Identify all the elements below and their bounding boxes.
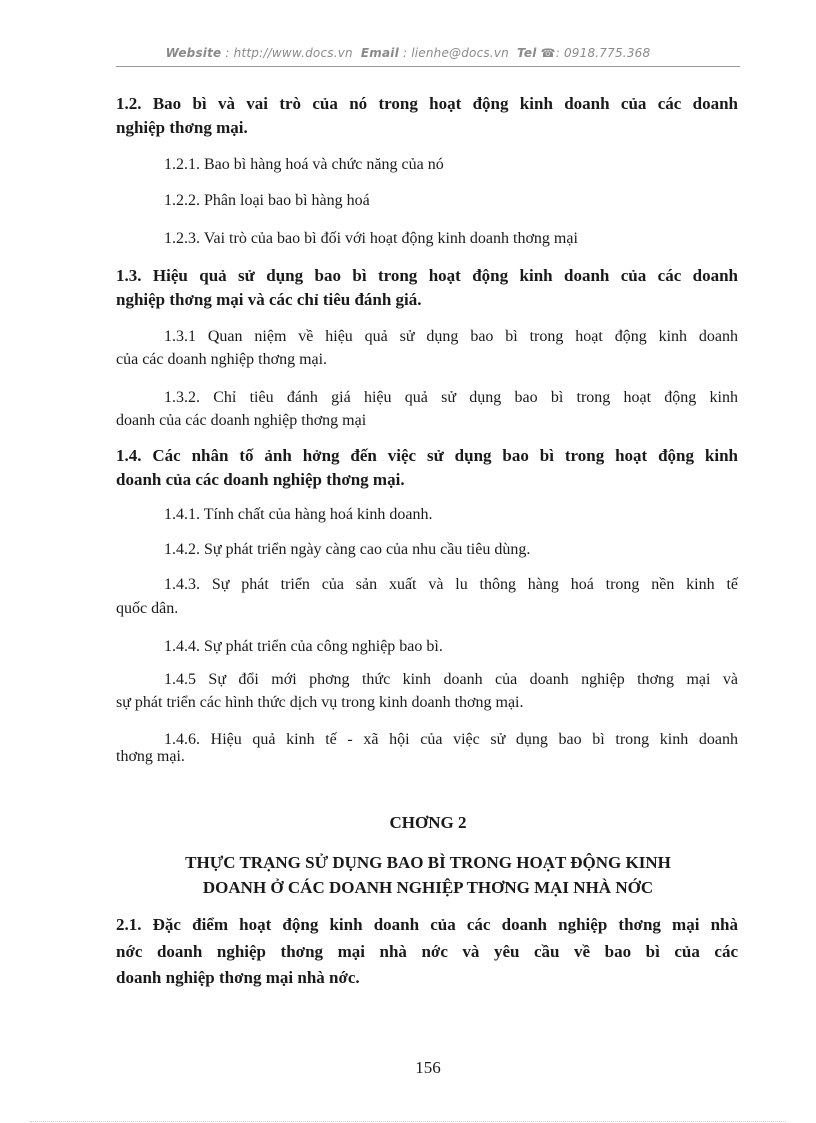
- item-1-4-6-line-1: 1.4.6. Hiệu quả kinh tế - xã hội của việc sử dụng bao bì trong kinh doanh: [164, 731, 738, 748]
- email-label: Email: [360, 46, 399, 60]
- item-1-3-1-line-1: 1.3.1 Quan niệm về hiệu quả sử dụng bao bì trong hoạt động kinh doanh: [164, 328, 738, 345]
- section-2-1-heading-line-2: nớc doanh nghiệp thơng mại nhà nớc và yêu cầu về bao bì của các: [116, 942, 738, 961]
- phone-icon: ☎: [540, 46, 556, 60]
- chapter-2-title: CHƠNG 2: [389, 813, 467, 832]
- item-1-4-5-line-1: 1.4.5 Sự đổi mới phơng thức kinh doanh của doanh nghiệp thơng mại và: [164, 671, 738, 688]
- section-1-2-heading-line-1: 1.2. Bao bì và vai trò của nó trong hoạt động kinh doanh của các doanh: [116, 94, 738, 113]
- section-1-2-heading-line-2: nghiệp thơng mại.: [116, 118, 248, 137]
- section-2-1-heading-line-3: doanh nghiệp thơng mại nhà nớc.: [116, 968, 360, 987]
- item-1-2-2: 1.2.2. Phân loại bao bì hàng hoá: [164, 192, 370, 209]
- section-1-3-heading-line-1: 1.3. Hiệu quả sử dụng bao bì trong hoạt động kinh doanh của các doanh: [116, 266, 738, 285]
- page-number: 156: [415, 1058, 441, 1077]
- chapter-2-subtitle-line-1: THỰC TRẠNG SỬ DỤNG BAO BÌ TRONG HOẠT ĐỘNG KINH: [185, 853, 671, 872]
- section-1-4-heading-line-2: doanh của các doanh nghiệp thơng mại.: [116, 470, 405, 489]
- item-1-2-3: 1.2.3. Vai trò của bao bì đối với hoạt động kinh doanh thơng mại: [164, 230, 578, 247]
- tel-value: : 0918.775.368: [555, 46, 651, 60]
- item-1-4-3-line-1: 1.4.3. Sự phát triển của sản xuất và lu thông hàng hoá trong nền kinh tế: [164, 576, 738, 593]
- item-1-3-2-line-2: doanh của các doanh nghiệp thơng mại: [116, 412, 367, 429]
- section-1-4-heading-line-1: 1.4. Các nhân tố ảnh hởng đến việc sử dụng bao bì trong hoạt động kinh: [116, 446, 738, 465]
- item-1-4-6-line-2: thơng mại.: [116, 748, 185, 765]
- tel-label: Tel: [517, 46, 537, 60]
- item-1-4-1: 1.4.1. Tính chất của hàng hoá kinh doanh.: [164, 506, 433, 523]
- email-value: : lienhe@docs.vn: [402, 46, 509, 60]
- item-1-2-1: 1.2.1. Bao bì hàng hoá và chức năng của nó: [164, 156, 444, 173]
- section-1-3-heading-line-2: nghiệp thơng mại và các chỉ tiêu đánh giá.: [116, 290, 422, 309]
- chapter-2-subtitle-line-2: DOANH Ở CÁC DOANH NGHIỆP THƠNG MẠI NHÀ NỚC: [202, 878, 654, 897]
- website-label: Website: [165, 46, 222, 60]
- item-1-4-2: 1.4.2. Sự phát triển ngày càng cao của nhu cầu tiêu dùng.: [164, 541, 531, 558]
- website-value: : http://www.docs.vn: [225, 46, 353, 60]
- item-1-3-1-line-2: của các doanh nghiệp thơng mại.: [116, 351, 328, 368]
- item-1-4-3-line-2: quốc dân.: [116, 600, 179, 617]
- item-1-4-5-line-2: sự phát triển các hình thức dịch vụ trong kinh doanh thơng mại.: [116, 694, 524, 711]
- item-1-3-2-line-1: 1.3.2. Chỉ tiêu đánh giá hiệu quả sử dụng bao bì trong hoạt động kinh: [164, 389, 738, 406]
- page-bottom-border: [30, 1121, 786, 1122]
- section-2-1-heading-line-1: 2.1. Đặc điểm hoạt động kinh doanh của các doanh nghiệp thơng mại nhà: [116, 915, 738, 934]
- item-1-4-4: 1.4.4. Sự phát triển của công nghiệp bao bì.: [164, 638, 443, 655]
